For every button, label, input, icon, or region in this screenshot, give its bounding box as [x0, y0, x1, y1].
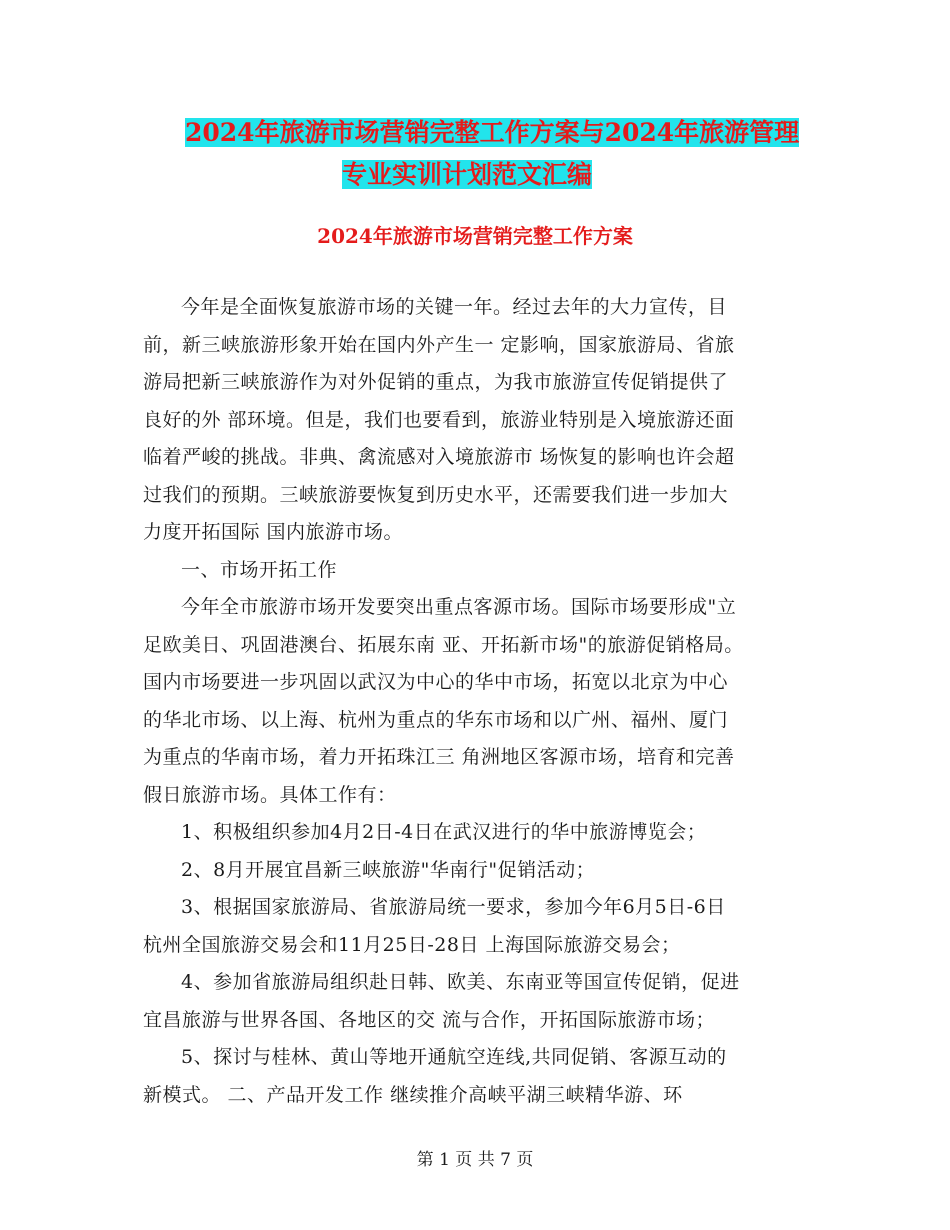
body-line: 国内市场要进一步巩固以武汉为中心的华中市场，拓宽以北京为中心: [143, 671, 729, 693]
body-line: 足欧美日、巩固港澳台、拓展东南 亚、开拓新市场"的旅游促销格局。: [143, 633, 744, 656]
body-line: 4、参加省旅游局组织赴日韩、欧美、东南亚等国宣传促销，促进: [181, 971, 740, 993]
body-line: 前，新三峡旅游形象开始在国内外产生一 定影响，国家旅游局、省旅: [143, 333, 735, 356]
body-line: 宜昌旅游与世界各国、各地区的交 流与合作，开拓国际旅游市场；: [143, 1008, 716, 1031]
body-line: 过我们的预期。三峡旅游要恢复到历史水平，还需要我们进一步加大: [143, 483, 729, 506]
body-text: [143, 289, 823, 1114]
body-line: 假日旅游市场。具体工作有：: [143, 783, 397, 806]
section-title: 2024年旅游市场营销完整工作方案: [317, 224, 633, 248]
body-line: 3、根据国家旅游局、省旅游局统一要求，参加今年6月5日-6日: [181, 896, 726, 918]
body-line: 力度开拓国际 国内旅游市场。: [143, 521, 404, 543]
body-line: 1、积极组织参加4月2日-4日在武汉进行的华中旅游博览会；: [181, 821, 707, 843]
title-line-1: 2024年旅游市场营销完整工作方案与2024年旅游管理: [185, 118, 800, 147]
title-line-2: 专业实训计划范文汇编: [342, 160, 593, 189]
body-line: 为重点的华南市场，着力开拓珠江三 角洲地区客源市场，培育和完善: [143, 746, 735, 768]
body-line: 杭州全国旅游交易会和11月25日-28日 上海国际旅游交易会；: [143, 933, 681, 956]
body-line: 游局把新三峡旅游作为对外促销的重点，为我市旅游宣传促销提供了: [143, 371, 729, 393]
page-footer: 第 1 页 共 7 页: [416, 1150, 534, 1170]
body-line: 的华北市场、以上海、杭州为重点的华东市场和以广州、福州、厦门: [143, 708, 729, 731]
body-line: 新模式。 二、产品开发工作 继续推介高峡平湖三峡精华游、环: [143, 1083, 683, 1106]
body-line: 2、8月开展宜昌新三峡旅游"华南行"促销活动；: [181, 858, 596, 881]
body-line: 良好的外 部环境。但是，我们也要看到，旅游业特别是入境旅游还面: [143, 408, 735, 431]
body-line: 一、市场开拓工作: [181, 558, 338, 581]
body-line: 临着严峻的挑战。非典、禽流感对入境旅游市 场恢复的影响也许会超: [143, 446, 735, 468]
body-line: 今年全市旅游市场开发要突出重点客源市场。国际市场要形成"立: [181, 596, 737, 618]
body-line: 今年是全面恢复旅游市场的关键一年。经过去年的大力宣传，目: [181, 296, 728, 318]
document-title: [185, 112, 825, 196]
body-line: 5、探讨与桂林、黄山等地开通航空连线,共同促销、客源互动的: [181, 1046, 727, 1068]
